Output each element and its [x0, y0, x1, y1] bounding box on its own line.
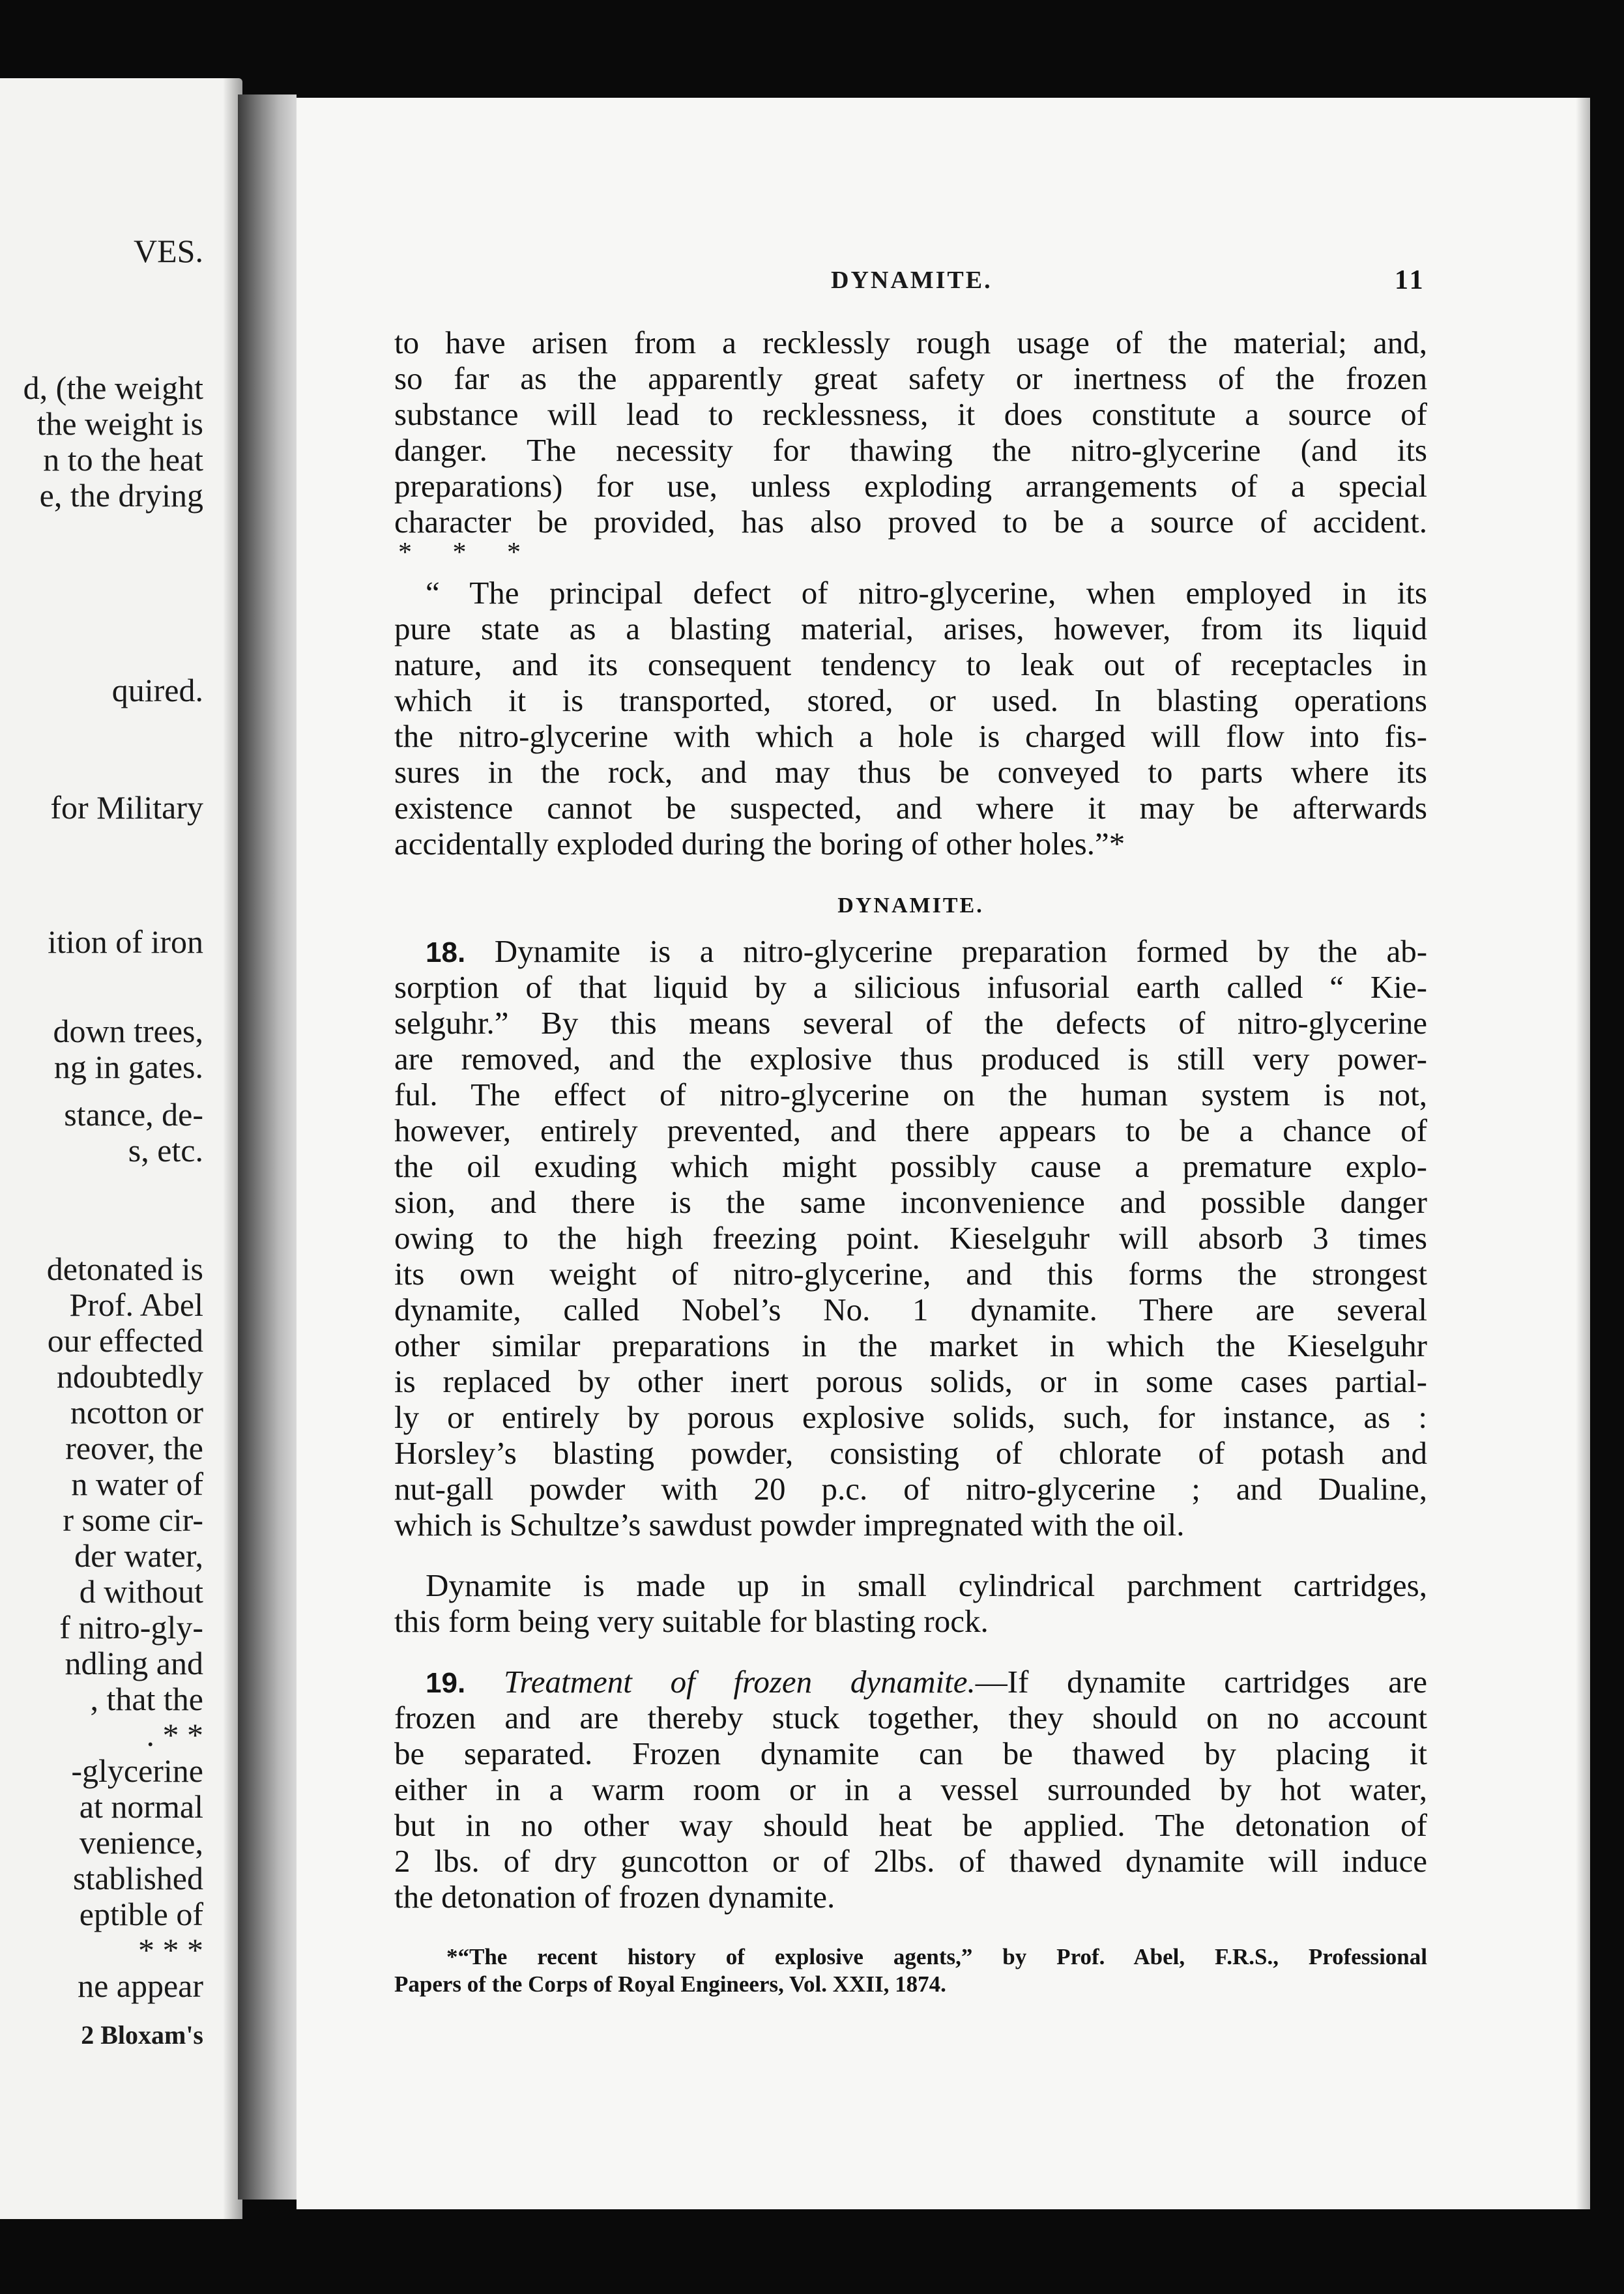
left-page-line: der water,: [74, 1537, 203, 1574]
text-line: character be provided, has also proved to be a source of accident.: [394, 504, 1427, 540]
left-page-line: d, (the weight: [23, 370, 203, 406]
left-page-line: quired.: [111, 672, 203, 708]
text-line: the detonation of frozen dynamite.: [394, 1879, 835, 1915]
paragraph-18: [394, 933, 1427, 1543]
ellipsis-stars: * * *: [398, 538, 538, 568]
left-page-line: s, etc.: [128, 1132, 203, 1169]
left-page-line: for Military: [50, 789, 203, 826]
left-page-line: stablished: [73, 1860, 203, 1896]
book-spine-shadow: [238, 94, 297, 2200]
running-header: DYNAMITE.: [831, 267, 993, 294]
paragraph-number: 19.: [426, 1667, 466, 1699]
left-page-line: f nitro-gly-: [59, 1609, 203, 1646]
left-facing-page: [0, 78, 242, 2219]
left-page-line: , that the: [90, 1681, 203, 1717]
text-line: other similar preparations in the market in which the Kieselguhr: [394, 1328, 1427, 1363]
text-line: so far as the apparently great safety or inertness of the frozen: [394, 360, 1427, 396]
text-line: to have arisen from a recklessly rough usage of the material; and,: [394, 325, 1427, 360]
text-line: the oil exuding which might possibly cause a premature explo-: [394, 1148, 1427, 1184]
footnote: [394, 1943, 1427, 1998]
left-page-line: d without: [79, 1573, 203, 1610]
text-line: Dynamite is made up in small cylindrical parchment cartridges,: [426, 1567, 1427, 1603]
text-line: but in no other way should heat be applied. The detonation of: [394, 1807, 1427, 1843]
text-line: sorption of that liquid by a silicious infusorial earth called “ Kie-: [394, 969, 1427, 1005]
text-line: are removed, and the explosive thus produced is still very power-: [394, 1041, 1427, 1077]
text-run: —If dynamite cartridges are: [975, 1664, 1427, 1700]
left-page-line: VES.: [134, 233, 203, 269]
text-line: [394, 933, 1427, 969]
text-line: its own weight of nitro-glycerine, and this forms the strongest: [394, 1256, 1427, 1292]
left-page-footnote: 2 Bloxam's: [81, 2020, 203, 2050]
left-page-line: ncotton or: [70, 1394, 203, 1430]
text-line: preparations) for use, unless exploding arrangements of a special: [394, 468, 1427, 504]
paragraph-number: 18.: [426, 936, 466, 968]
text-line: be separated. Frozen dynamite can be thawed by placing it: [394, 1735, 1427, 1771]
text-line: however, entirely prevented, and there appears to be a chance of: [394, 1112, 1427, 1148]
left-page-line: down trees,: [53, 1013, 203, 1049]
text-line: the nitro-glycerine with which a hole is charged will flow into fis-: [394, 718, 1427, 754]
left-page-line: venience,: [79, 1824, 203, 1861]
text-line: selguhr.” By this means several of the defects of nitro-glycerine: [394, 1005, 1427, 1041]
left-page-line: the weight is: [36, 405, 203, 442]
page-number: 11: [1395, 265, 1426, 295]
paragraph-title: Treatment of frozen dynamite.: [503, 1664, 976, 1700]
right-page: [297, 98, 1590, 2209]
left-page-line: . * *: [146, 1717, 203, 1753]
section-heading: DYNAMITE.: [837, 893, 984, 918]
left-page-line: * * *: [138, 1932, 203, 1968]
text-line: which is Schultze’s sawdust powder impregnated with the oil.: [394, 1507, 1185, 1543]
text-line: is replaced by other inert porous solids, or in some cases partial-: [394, 1363, 1427, 1399]
left-page-line: r some cir-: [63, 1502, 203, 1538]
footnote-line: Papers of the Corps of Royal Engineers, Vol. XXII, 1874.: [394, 1971, 946, 1997]
text-line: Horsley’s blasting powder, consisting of chlorate of potash and: [394, 1435, 1427, 1471]
text-line: either in a warm room or in a vessel surrounded by hot water,: [394, 1771, 1427, 1807]
left-page-line: stance, de-: [64, 1096, 203, 1133]
text-run: Dynamite is a nitro-glycerine preparation formed by the ab-: [494, 933, 1427, 969]
text-line: [394, 1664, 1427, 1700]
text-line: nut-gall powder with 20 p.c. of nitro-glycerine ; and Dualine,: [394, 1471, 1427, 1507]
text-line: substance will lead to recklessness, it does constitute a source of: [394, 396, 1427, 432]
text-line: ly or entirely by porous explosive solids, such, for instance, as :: [394, 1399, 1427, 1435]
left-page-line: reover, the: [65, 1430, 203, 1466]
left-page-line: -glycerine: [71, 1752, 203, 1789]
left-page-line: ne appear: [78, 1967, 203, 2004]
left-page-line: ition of iron: [48, 923, 203, 960]
left-page-line: Prof. Abel: [69, 1286, 203, 1323]
text-line: sures in the rock, and may thus be conveyed to parts where its: [394, 754, 1427, 790]
text-line: ful. The effect of nitro-glycerine on the human system is not,: [394, 1077, 1427, 1112]
text-line: accidentally exploded during the boring of other holes.”*: [394, 826, 1125, 862]
left-page-line: eptible of: [79, 1896, 203, 1932]
text-line: nature, and its consequent tendency to leak out of receptacles in: [394, 646, 1427, 682]
text-line: “ The principal defect of nitro-glycerine, when employed in its: [426, 575, 1427, 611]
paragraph-quote: [394, 575, 1427, 862]
text-line: this form being very suitable for blasting rock.: [394, 1603, 989, 1639]
paragraph-cartridges: [394, 1567, 1427, 1639]
text-line: owing to the high freezing point. Kieselguhr will absorb 3 times: [394, 1220, 1427, 1256]
footnote-line: *“The recent history of explosive agents,” by Prof. Abel, F.R.S., Professional: [446, 1944, 1427, 1969]
text-line: existence cannot be suspected, and where it may be afterwards: [394, 790, 1427, 826]
text-line: 2 lbs. of dry guncotton or of 2lbs. of thawed dynamite will induce: [394, 1843, 1427, 1879]
left-page-line: ng in gates.: [53, 1049, 203, 1085]
left-page-line: ndoubtedly: [57, 1358, 203, 1395]
left-page-line: our effected: [47, 1322, 203, 1359]
left-page-line: e, the drying: [39, 477, 203, 514]
left-page-line: detonated is: [46, 1251, 203, 1287]
text-line: pure state as a blasting material, arises, however, from its liquid: [394, 611, 1427, 646]
text-line: frozen and are thereby stuck together, they should on no account: [394, 1700, 1427, 1735]
text-line: dynamite, called Nobel’s No. 1 dynamite. There are several: [394, 1292, 1427, 1328]
left-page-line: n to the heat: [43, 441, 203, 478]
left-page-line: at normal: [79, 1788, 203, 1825]
text-line: danger. The necessity for thawing the nitro-glycerine (and its: [394, 432, 1427, 468]
left-page-line: ndling and: [65, 1645, 203, 1681]
left-page-line: n water of: [71, 1466, 203, 1502]
body-text: [394, 325, 1427, 1998]
text-line: which it is transported, stored, or used. In blasting operations: [394, 682, 1427, 718]
paragraph-19: [394, 1664, 1427, 1915]
paragraph-continued: [394, 325, 1427, 540]
text-line: sion, and there is the same inconvenience and possible danger: [394, 1184, 1427, 1220]
